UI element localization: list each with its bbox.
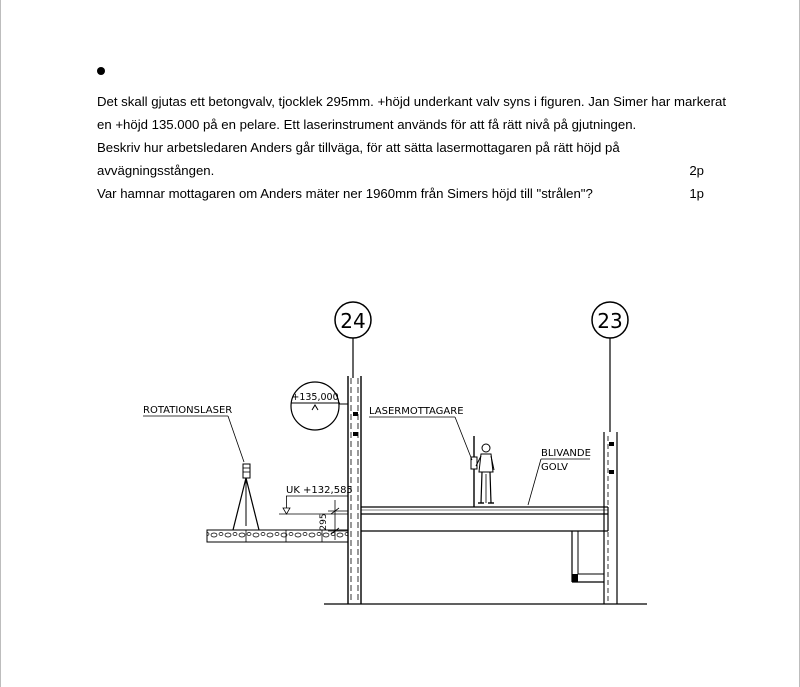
corbel (572, 531, 604, 582)
points-1p: 1p (689, 186, 704, 201)
height-mark-label: +135,000 (291, 392, 339, 403)
question-line-2: en +höjd 135.000 på en pelare. Ett laserinstrument används för att få rätt nivå på gjutningen. (97, 117, 637, 132)
points-2p: 2p (689, 163, 704, 178)
ground-slab (207, 530, 348, 542)
thickness-label: 295 (319, 513, 329, 531)
concrete-slab (361, 507, 608, 531)
rotation-laser-label: ROTATIONSLASER (143, 405, 233, 416)
uk-level-mark (279, 485, 353, 514)
rotation-laser (143, 405, 259, 530)
axis-24-label: 24 (340, 309, 366, 333)
laser-receiver-callout (369, 406, 472, 460)
future-floor-label-2: GOLV (541, 462, 568, 473)
uk-level-label: UK +132,585 (286, 485, 353, 496)
worker-with-rod (471, 436, 494, 507)
question-line-1: Det skall gjutas ett betongvalv, tjocklek 295mm. +höjd underkant valv syns i figuren. Jan Simer har markerat (97, 94, 727, 109)
future-floor-label-1: BLIVANDE (541, 448, 591, 459)
question-line-3: Beskriv hur arbetsledaren Anders går tillväga, för att sätta lasermottagaren på rätt höjd på (97, 140, 620, 155)
height-mark-135000 (291, 382, 348, 430)
axis-24-marker (335, 302, 371, 378)
future-floor-callout (528, 448, 591, 505)
question-line-4: avvägningsstången. (97, 163, 215, 178)
laser-receiver-label: LASERMOTTAGARE (369, 406, 464, 417)
question-line-5: Var hamnar mottagaren om Anders mäter ner 1960mm från Simers höjd till "strålen"? (97, 186, 593, 201)
column-23 (604, 432, 617, 604)
axis-23-marker (592, 302, 628, 432)
axis-23-label: 23 (597, 309, 623, 333)
